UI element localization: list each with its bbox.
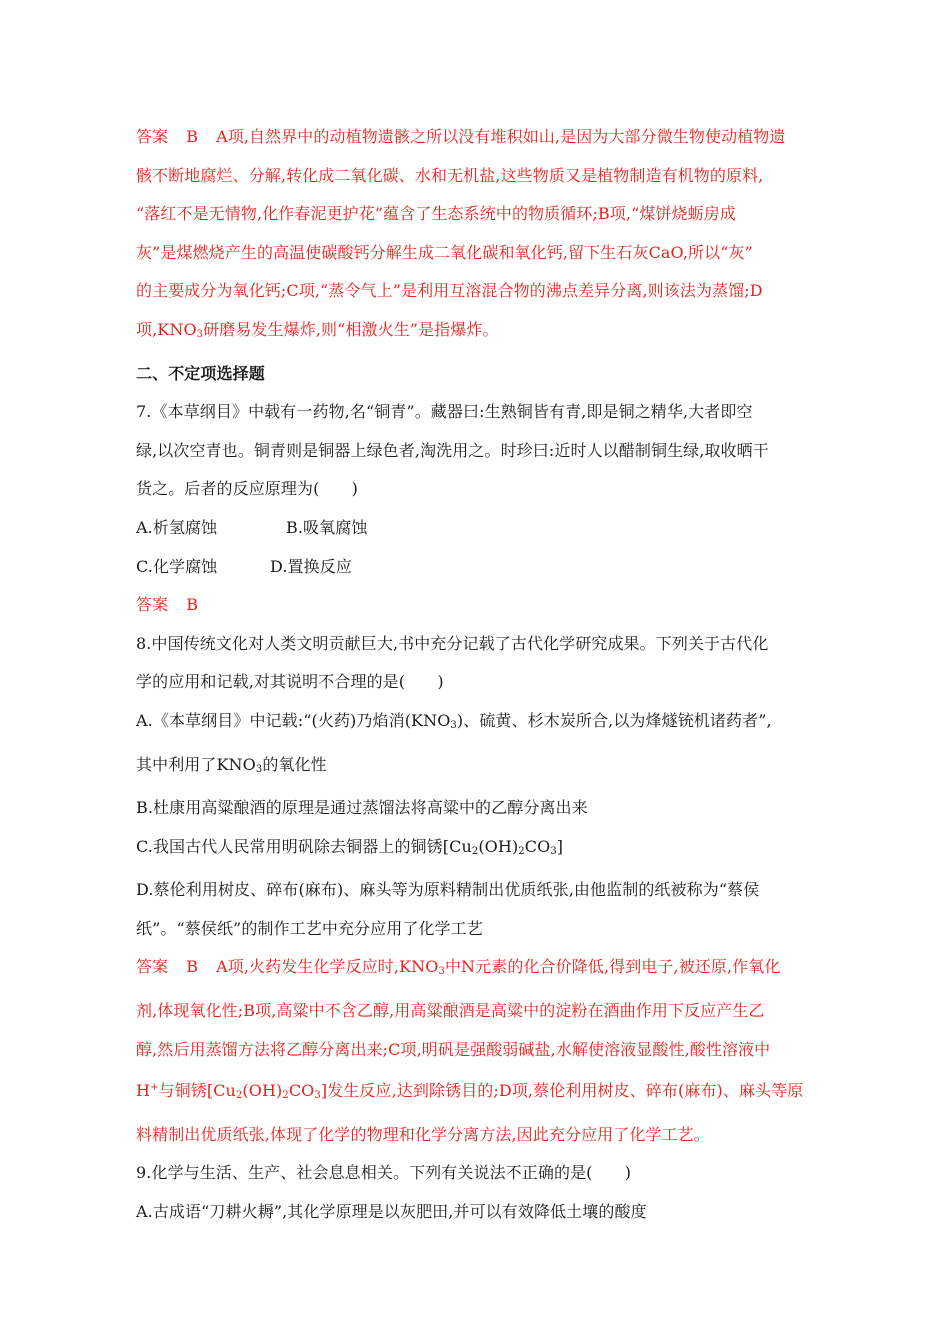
q8-answer-line-4: H+与铜锈$[Cu_2(OH)_2CO_3]$发生反应,达到除锈目的;D项,蔡伦利用树皮、碎布(麻布)、麻头等原	[136, 1081, 804, 1102]
q7-option-b: B.吸氧腐蚀	[286, 517, 368, 537]
q8-stem-line-1: 8.中国传统文化对人类文明贡献巨大,书中充分记载了古代化学研究成果。下列关于古代化	[136, 633, 769, 653]
q8-option-b: B.杜康用高粱酿酒的原理是通过蒸馏法将高粱中的乙醇分离出来	[136, 798, 588, 818]
q6-answer-line-2: 骸不断地腐烂、分解,转化成二氧化碳、水和无机盐,这些物质又是植物制造有机物的原料,	[136, 165, 764, 185]
q7-options-row-2	[136, 548, 816, 587]
answer-letter: B	[186, 957, 199, 977]
answer-label: 答案	[136, 957, 169, 977]
q7-option-d: D.置换反应	[270, 556, 352, 576]
q6-answer-line-3: “落红不是无情物,化作春泥更护花”蕴含了生态系统中的物质循环;B项,“煤饼烧蛎房成	[136, 204, 736, 224]
q8-answer-line-3: 醇,然后用蒸馏方法将乙醇分离出来;C项,明矾是强酸弱碱盐,水解使溶液显酸性,酸性溶液中	[136, 1039, 771, 1059]
q8-option-d-line-1: D.蔡伦利用树皮、碎布(麻布)、麻头等为原料精制出优质纸张,由他监制的纸被称为“蔡侯	[136, 880, 760, 900]
q8-option-a-line-1: A.《本草纲目》中记载:“(火药)乃焰消$(KNO_3)$、硫黄、杉木炭所合,以为烽燧铳机诸药者”,	[136, 710, 772, 731]
section-title: 二、不定项选择题	[136, 363, 265, 383]
q8-answer-line-1: 答案 B A项,火药发生化学反应时$,KNO_3$中N元素的化合价降低,得到电子,被还原,作氧化	[136, 957, 781, 978]
q8-stem-line-2: 学的应用和记载,对其说明不合理的是( )	[136, 672, 444, 692]
q7-options-row-1	[136, 509, 816, 548]
q8-option-a-line-2: 其中利用了$KNO_3$的氧化性	[136, 754, 327, 775]
q7-option-a: A.析氢腐蚀	[136, 517, 218, 537]
q9-stem: 9.化学与生活、生产、社会息息相关。下列有关说法不正确的是( )	[136, 1163, 632, 1183]
q6-answer-line-1: 答案 B A项,自然界中的动植物遗骸之所以没有堆积如山,是因为大部分微生物使动植物遗	[136, 127, 786, 146]
q7-stem-line-2: 绿,以次空青也。铜青则是铜器上绿色者,淘洗用之。时珍曰:近时人以醋制铜生绿,取收晒干	[136, 440, 769, 460]
q6-answer-line-6: 项$,KNO_3$研磨易发生爆炸,则“相激火生”是指爆炸。	[136, 319, 499, 340]
q7-answer	[136, 586, 816, 625]
q7-stem-line-3: 货之。后者的反应原理为( )	[136, 479, 358, 499]
q8-answer-line-2: 剂,体现氧化性;B项,高粱中不含乙醇,用高粱酿酒是高粱中的淀粉在酒曲作用下反应产生乙	[136, 1001, 765, 1021]
q8-option-d-line-2: 纸”。“蔡侯纸”的制作工艺中充分应用了化学工艺	[136, 918, 483, 938]
q7-stem-line-1: 7.《本草纲目》中载有一药物,名“铜青”。藏器曰:生熟铜皆有青,即是铜之精华,大者即空	[136, 402, 753, 422]
q6-answer-line-5: 的主要成分为氧化钙;C项,“蒸令气上”是利用互溶混合物的沸点差异分离,则该法为蒸馏;D	[136, 281, 763, 301]
answer-label: 答案	[136, 595, 169, 615]
q7-option-c: C.化学腐蚀	[136, 556, 218, 576]
answer-label: 答案	[136, 127, 169, 146]
q6-answer-line-4: 灰”是煤燃烧产生的高温使碳酸钙分解生成二氧化碳和氧化钙,留下生石灰CaO,所以“灰”	[136, 242, 753, 262]
answer-letter: B	[186, 127, 199, 146]
document-page	[136, 118, 816, 1232]
answer-letter: B	[186, 595, 199, 615]
q8-answer-line-5: 料精制出优质纸张,体现了化学的物理和化学分离方法,因此充分应用了化学工艺。	[136, 1124, 710, 1144]
q9-option-a: A.古成语“刀耕火耨”,其化学原理是以灰肥田,并可以有效降低土壤的酸度	[136, 1202, 647, 1222]
q8-option-c: C.我国古代人民常用明矾除去铜器上的铜锈$[Cu_2(OH)_2CO_3]$	[136, 836, 564, 857]
